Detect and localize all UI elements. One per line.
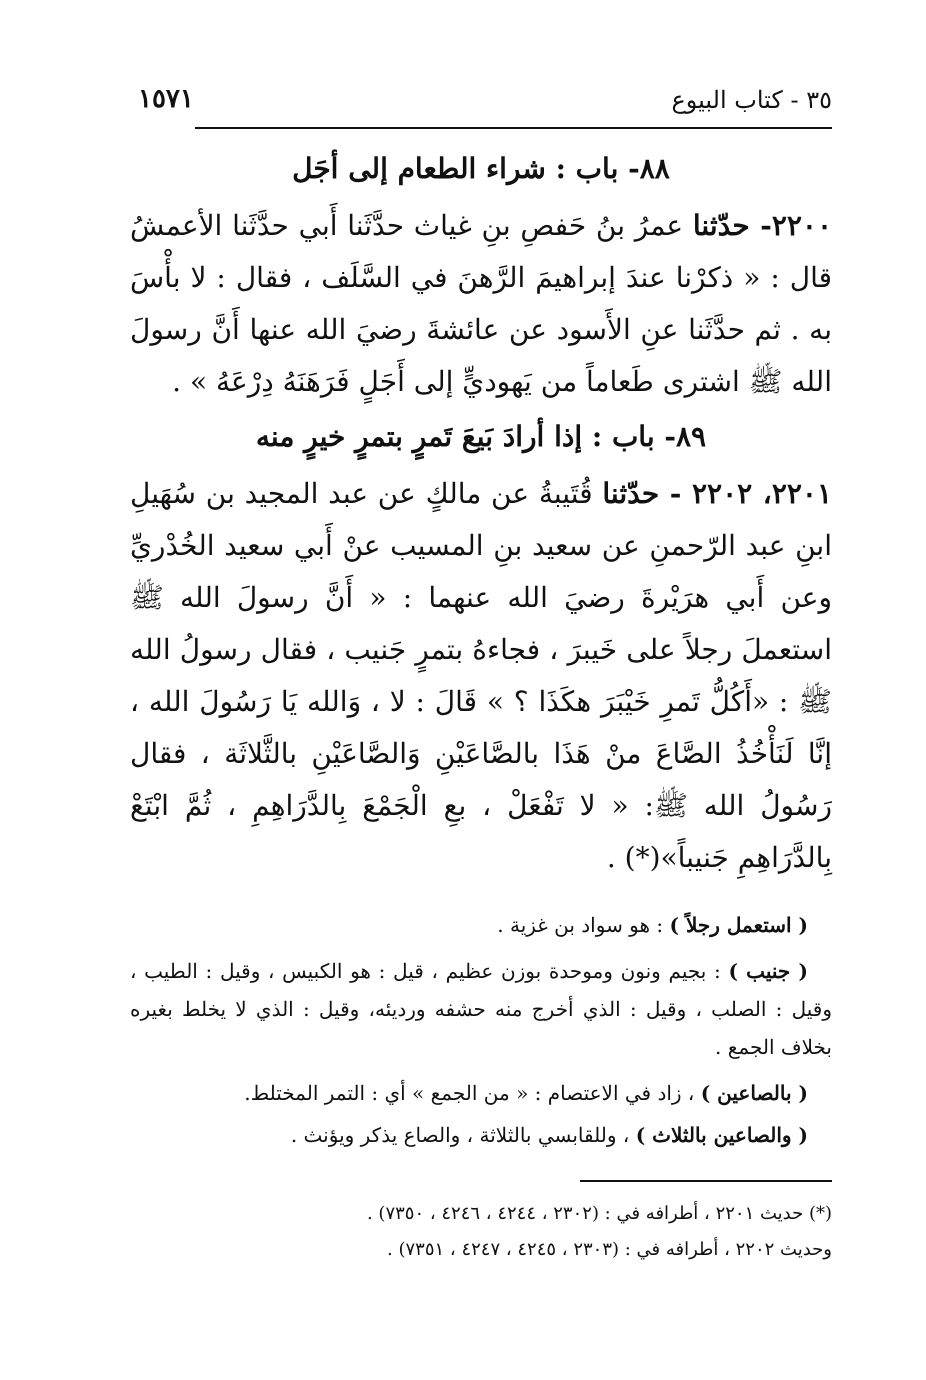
gloss-term: ( بالصاعين ) [700,1081,808,1105]
page-body [130,140,832,1154]
running-title: ٣٥ - كتاب البيوع [671,86,832,114]
hadith-2201-lead: ٢٢٠١، ٢٢٠٢ - حدّثنا [602,477,832,510]
hadith-2201-paragraph [130,468,832,884]
hadith-2200-text: عمرُ بنُ حَفصِ بنِ غياث حدَّثَنا أَبي حدَّثَنا الأعمشُ قال : « ذكرْنا عندَ إبراهيمَ الرَّهنَ في السَّلَف ، فقال : لا بأْسَ به . ثم حدَّثَنا عنِ الأَسود عن عائشةَ رضيَ الله عنها أَنَّ رسولَ الله ﷺ اشترى طَعاماً من يَهوديٍّ إلى أَجَلٍ فَرَهَنَهُ دِرْعَهُ » . [130,209,833,398]
chapter-89-title: ٨٩- باب : إذا أرادَ بَيعَ تَمرٍ بتمرٍ خيرٍ منه [255,420,707,453]
gloss-text: : هو سواد بن غزية . [497,913,670,937]
page-header [138,78,832,122]
footnote-line: (*) حديث ٢٢٠١ ، أطرافه في : (٢٣٠٢ ، ٤٢٤٤ ، ٤٢٤٦ ، ٧٣٥٠) . [366,1203,832,1224]
gloss-item [130,952,832,1066]
hadith-2201-text: قُتَيبةُ عن مالكٍ عن عبد المجيد بن سُهَيلِ ابنِ عبد الرّحمنِ عن سعيد بنِ المسيب عنْ أَبي سعيد الخُدْريِّ وعن أَبي هرَيْرةَ رضيَ الله عنهما : « أَنَّ رسولَ الله ﷺ استعملَ رجلاً على خَيبرَ ، فجاءهُ بتمرٍ جَنيب ، فقال رسولُ الله ﷺ : «أَكُلُّ تَمرِ خَيْبَرَ هكَذَا ؟ » قَالَ : لا ، وَالله يَا رَسُولَ الله ، إنَّا لَنَأْخُذُ الصَّاعَ منْ هَذَا بالصَّاعَيْنِ وَالصَّاعَيْنِ بالثَّلاثَة ، فقال رَسُولُ الله ﷺ: « لا تَفْعَلْ ، بعِ الْجَمْعَ بِالدَّرَاهِمِ ، ثُمَّ ابْتَعْ بِالدَّرَاهِمِ جَنيباً»(*) . [130,477,832,874]
gloss-item [130,1074,832,1112]
glosses [130,906,832,1154]
header-rule [195,127,832,129]
gloss-text: ، وللقابسي بالثلاثة ، والصاع يذكر ويؤنث . [290,1123,636,1147]
footnote-rule [580,1180,832,1182]
gloss-term: ( جنيب ) [728,959,808,983]
gloss-text: ، زاد في الاعتصام : « من الجمع » أي : التمر المختلط. [244,1081,701,1105]
hadith-2201 [130,468,832,884]
gloss-term: ( استعمل رجلاً ) [669,913,808,937]
gloss-item [130,1116,832,1154]
gloss-item [130,906,832,944]
footnote-line: وحديث ٢٢٠٢ ، أطرافه في : (٢٣٠٣ ، ٤٢٤٥ ، ٤٢٤٧ ، ٧٣٥١) . [387,1239,832,1260]
hadith-2200-paragraph [130,200,832,408]
page-number: ١٥٧١ [138,84,194,114]
gloss-term: ( والصاعين بالثلاث ) [635,1123,808,1147]
chapter-88-title: ٨٨- باب : شراء الطعام إلى أجَل [292,152,670,185]
footnotes [180,1196,832,1268]
hadith-2200 [130,200,832,408]
gloss-text: : بجيم ونون وموحدة بوزن عظيم ، قيل : هو الكبيس ، وقيل : الطيب ، وقيل : الصلب ، وقيل : الذي أخرج منه حشفه ورديئه، وقيل : الذي لا يخلط بغيره بخلاف الجمع . [130,959,832,1059]
hadith-2200-lead: ٢٢٠٠- حدّثنا [692,209,832,242]
